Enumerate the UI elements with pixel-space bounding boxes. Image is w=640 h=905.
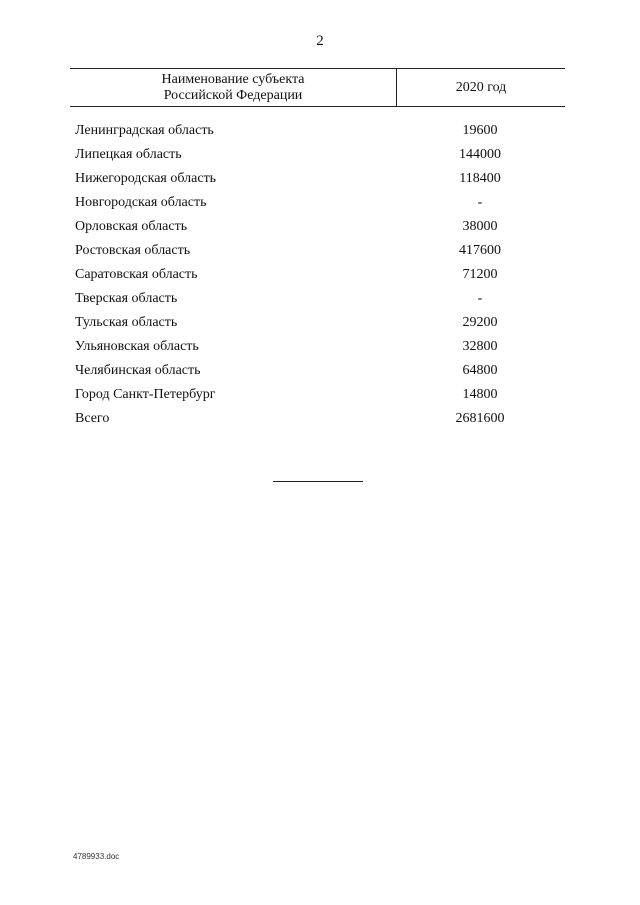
end-separator-line (273, 481, 363, 482)
table-row (75, 167, 565, 191)
row-region-name: Тверская область (75, 291, 178, 306)
table-row (75, 191, 565, 215)
table-row (75, 263, 565, 287)
header-subject-name-line1: Наименование субъекта (161, 72, 305, 87)
page-number: 2 (316, 33, 324, 49)
row-region-name: Город Санкт-Петербург (75, 387, 216, 402)
row-value: 32800 (462, 339, 498, 354)
row-region-name: Ростовская область (75, 243, 191, 258)
row-value: 144000 (459, 147, 501, 162)
row-region-name: Челябинская область (75, 363, 201, 378)
row-region-name: Нижегородская область (75, 171, 217, 186)
row-region-name: Орловская область (75, 219, 188, 234)
table-row-total (75, 407, 565, 431)
row-value: 71200 (462, 267, 498, 282)
table-row (75, 287, 565, 311)
row-value: - (477, 291, 483, 306)
row-region-name: Новгородская область (75, 195, 207, 210)
table-row (75, 215, 565, 239)
header-subject-name (70, 72, 396, 104)
table-row (75, 383, 565, 407)
table-body (75, 119, 565, 431)
row-region-name: Тульская область (75, 315, 178, 330)
table-row (75, 239, 565, 263)
table-row (75, 311, 565, 335)
table-row (75, 119, 565, 143)
header-subject-name-line2: Российской Федерации (163, 88, 303, 103)
row-value: 14800 (462, 387, 498, 402)
row-region-name: Липецкая область (75, 147, 182, 162)
row-total-value: 2681600 (455, 411, 505, 426)
row-total-label: Всего (75, 411, 110, 426)
document-code: 4789933.doc (73, 852, 120, 861)
table-row (75, 335, 565, 359)
table-header (70, 68, 565, 107)
row-value: 417600 (459, 243, 501, 258)
row-value: - (477, 195, 483, 210)
row-region-name: Ленинградская область (75, 123, 214, 138)
row-value: 19600 (462, 123, 498, 138)
row-region-name: Ульяновская область (75, 339, 199, 354)
row-value: 118400 (459, 171, 501, 186)
row-value: 29200 (462, 315, 498, 330)
table-row (75, 359, 565, 383)
row-region-name: Саратовская область (75, 267, 198, 282)
row-value: 38000 (462, 219, 498, 234)
row-value: 64800 (462, 363, 498, 378)
table-row (75, 143, 565, 167)
header-year: 2020 год (455, 80, 507, 95)
